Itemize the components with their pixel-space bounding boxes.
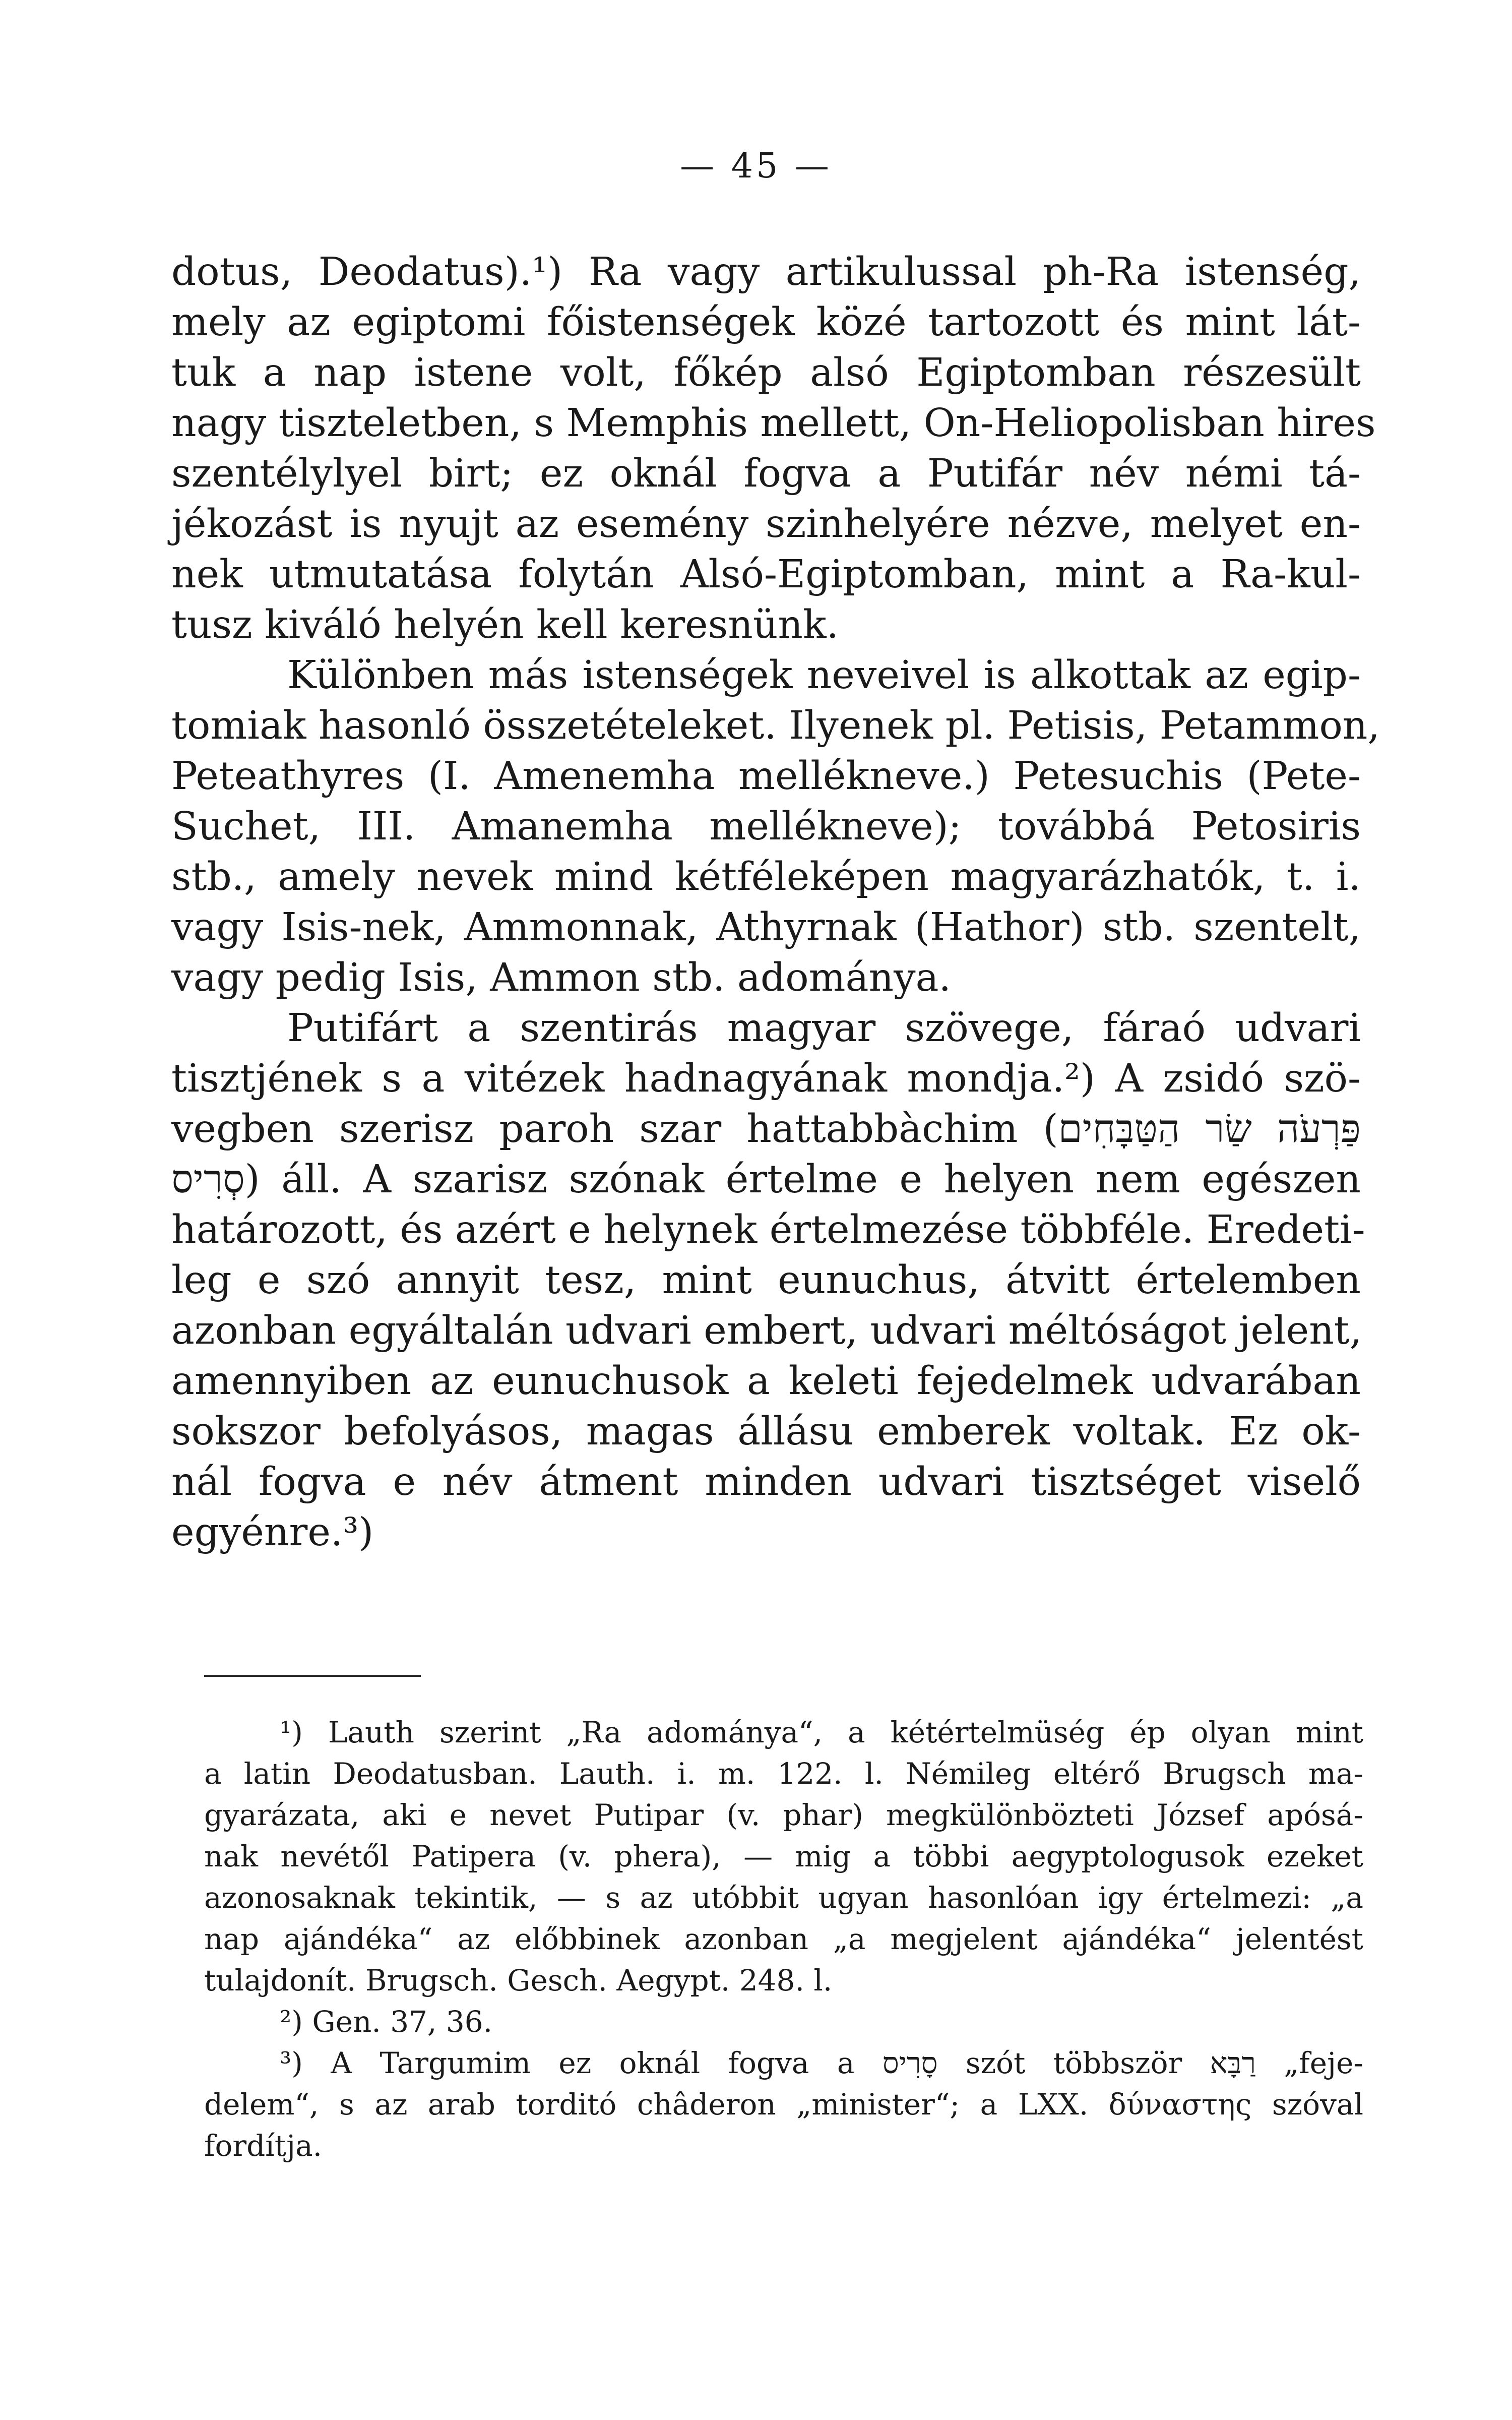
- text-line: egyénre.³): [171, 1510, 374, 1555]
- footnote-line: ²) Gen. 37, 36.: [280, 2005, 493, 2039]
- text-line: vagy Isis-nek, Ammonnak, Athyrnak (Hathor) stb. szentelt,: [171, 905, 1361, 950]
- paragraph-2: [171, 650, 1380, 1003]
- text-line: szentélylyel birt; ez oknál fogva a Putifár név némi tá-: [171, 451, 1361, 496]
- footnote-line: ³) A Targumim ez oknál fogva a סָרִיס szót többször רַבָּא „feje-: [280, 2046, 1363, 2080]
- text-line: sokszor befolyásos, magas állásu emberek voltak. Ez ok-: [171, 1409, 1361, 1454]
- footnote-line: gyarázata, aki e nevet Putipar (v. phar) megkülönbözteti József apósá-: [204, 1798, 1363, 1832]
- text-line: tuk a nap istene volt, főkép alsó Egiptomban részesült: [171, 350, 1361, 395]
- footnote-line: nak nevétől Patipera (v. phera), — mig a többi aegyptologusok ezeket: [204, 1839, 1363, 1873]
- text-line: leg e szó annyit tesz, mint eunuchus, átvitt értelemben: [171, 1258, 1361, 1303]
- text-line: tusz kiváló helyén kell keresnünk.: [171, 602, 839, 647]
- footnote-divider: [204, 1675, 421, 1677]
- text-line: jékozást is nyujt az esemény szinhelyére nézve, melyet en-: [171, 502, 1361, 547]
- text-line: vegben szerisz paroh szar hattabbàchim (פַּרְעֹה שַׂר הַטַּבָּחִים: [171, 1107, 1361, 1152]
- text-line: nagy tiszteletben, s Memphis mellett, On-Heliopolisban hires: [171, 401, 1376, 446]
- footnote-line: tulajdonít. Brugsch. Gesch. Aegypt. 248. l.: [204, 1963, 833, 1998]
- footnote-line: azonosaknak tekintik, — s az utóbbit ugyan hasonlóan igy értelmezi: „a: [204, 1881, 1363, 1915]
- footnote-3: [204, 2042, 1363, 2166]
- text-line: tisztjének s a vitézek hadnagyának mondja.²) A zsidó szö-: [171, 1056, 1361, 1101]
- text-line: Suchet, III. Amanemha mellékneve); továbbá Petosiris: [171, 804, 1361, 849]
- footnote-line: ¹) Lauth szerint „Ra adománya“, a kétértelmüség ép olyan mint: [280, 1715, 1363, 1749]
- text-line: nál fogva e név átment minden udvari tisztséget viselő: [171, 1460, 1361, 1504]
- text-line: tomiak hasonló összetételeket. Ilyenek pl. Petisis, Petammon,: [171, 703, 1380, 748]
- main-text: [171, 247, 1380, 1558]
- page-number: — 45 —: [680, 146, 832, 186]
- text-line: határozott, és azért e helynek értelmezése többféle. Eredeti-: [171, 1207, 1365, 1252]
- text-line: Putifárt a szentirás magyar szövege, fáraó udvari: [287, 1006, 1361, 1051]
- paragraph-3: [171, 1003, 1365, 1558]
- text-line: amennyiben az eunuchusok a keleti fejedelmek udvarában: [171, 1359, 1361, 1404]
- text-line: vagy pedig Isis, Ammon stb. adománya.: [171, 955, 951, 1000]
- text-line: nek utmutatása folytán Alsó-Egiptomban, mint a Ra-kul-: [171, 552, 1361, 597]
- footnote-line: nap ajándéka“ az előbbinek azonban „a megjelent ajándéka“ jelentést: [204, 1922, 1363, 1956]
- text-line: azonban egyáltalán udvari embert, udvari méltóságot jelent,: [171, 1308, 1362, 1353]
- text-line: stb., amely nevek mind kétféleképen magyarázhatók, t. i.: [171, 855, 1361, 899]
- text-line: mely az egiptomi főistenségek közé tartozott és mint lát-: [171, 300, 1361, 345]
- footnote-2: [204, 2001, 1363, 2042]
- text-line: dotus, Deodatus).¹) Ra vagy artikulussal ph-Ra istenség,: [171, 250, 1361, 294]
- footnote-line: a latin Deodatusban. Lauth. i. m. 122. l. Némileg eltérő Brugsch ma-: [204, 1757, 1363, 1791]
- text-line: Különben más istenségek neveivel is alkottak az egip-: [287, 653, 1361, 698]
- text-line: Peteathyres (I. Amenemha mellékneve.) Petesuchis (Pete-: [171, 754, 1361, 799]
- footnotes: [204, 1712, 1363, 2166]
- text-line: סְרִיס) áll. A szarisz szónak értelme e helyen nem egészen: [171, 1157, 1361, 1202]
- footnote-line: fordítja.: [204, 2129, 323, 2163]
- footnote-line: delem“, s az arab torditó châderon „minister“; a LXX. δύναστης szóval: [204, 2087, 1363, 2122]
- footnote-1: [204, 1712, 1363, 2001]
- paragraph-1: [171, 247, 1376, 650]
